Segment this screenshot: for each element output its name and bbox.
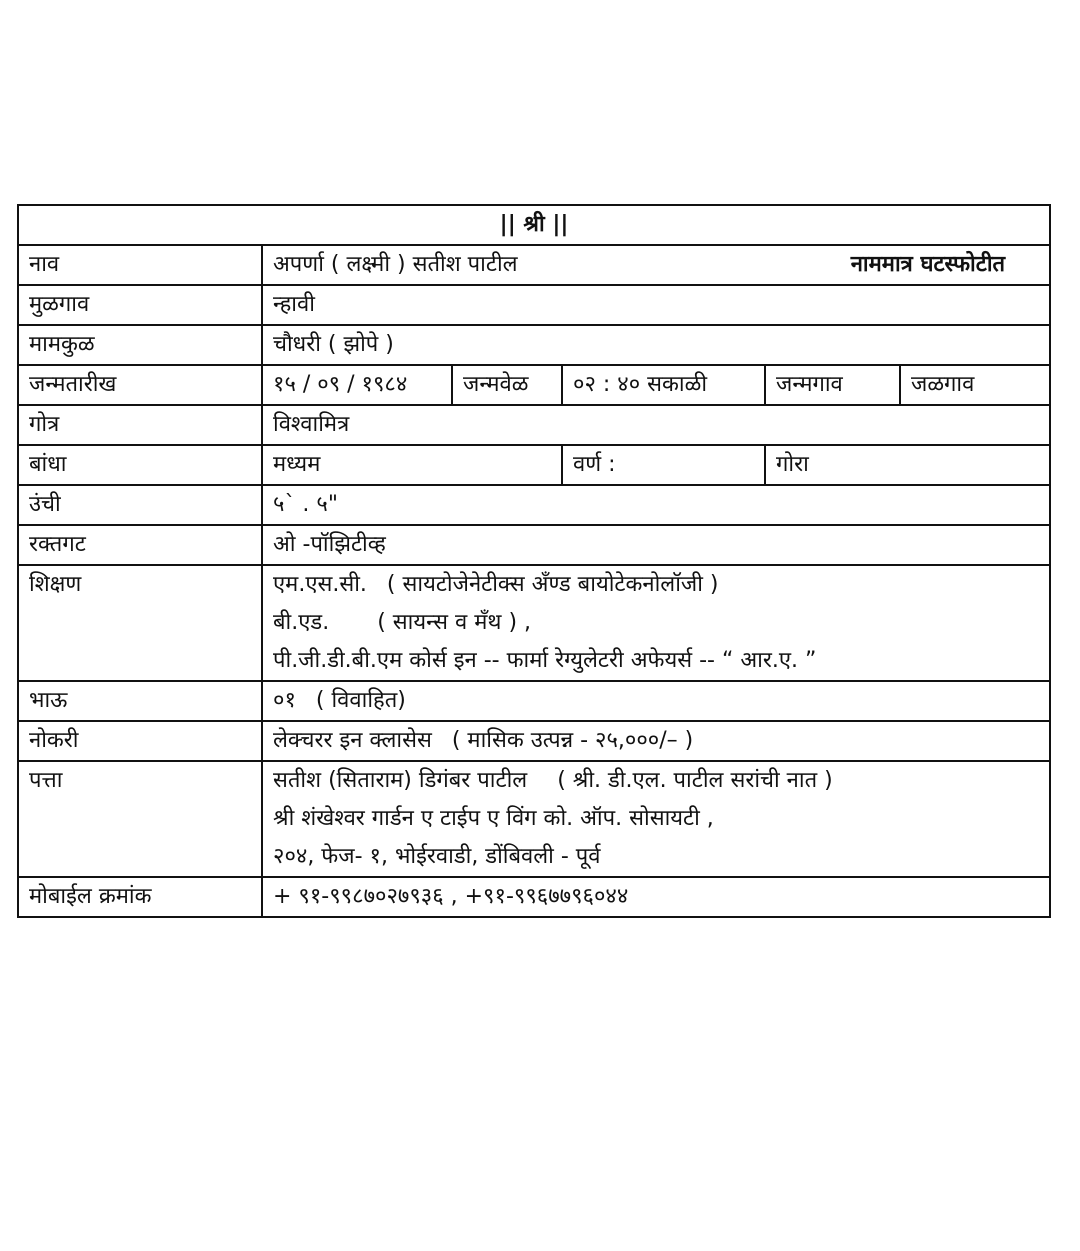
header-row xyxy=(18,205,1050,245)
value-native: न्हावी xyxy=(262,285,1050,325)
job-detail: ( मासिक उत्पन्न - २५,०००/– ) xyxy=(451,728,694,753)
value-brother-cell xyxy=(262,681,1050,721)
address-line-2: श्री शंखेश्वर गार्डन ए टाईप ए विंग को. ऑप. सोसायटी , xyxy=(273,806,714,831)
value-brother: ०१ xyxy=(273,688,296,713)
biodata-sheet xyxy=(17,204,1049,918)
value-gotra: विश्वामित्र xyxy=(262,405,1050,445)
label-brother: भाऊ xyxy=(18,681,262,721)
education-detail-1: ( सायटोजेनेटीक्स अँण्ड बायोटेकनोलॉजी ) xyxy=(386,572,719,597)
row-blood xyxy=(18,525,1050,565)
brother-detail: ( विवाहित) xyxy=(315,688,406,713)
value-education xyxy=(262,565,1050,681)
label-birth-place: जन्मगाव xyxy=(765,365,900,405)
value-build: मध्यम xyxy=(262,445,562,485)
label-maternal: मामकुळ xyxy=(18,325,262,365)
label-mobile: मोबाईल क्रमांक xyxy=(18,877,262,917)
row-native xyxy=(18,285,1050,325)
marital-note: नाममात्र घटस्फोटीत xyxy=(850,252,1006,277)
row-job xyxy=(18,721,1050,761)
address-line-3: २०४, फेज- १, भोईरवाडी, डोंबिवली - पूर्व xyxy=(273,844,601,869)
value-job: लेक्चरर इन क्लासेस xyxy=(273,728,432,753)
row-build xyxy=(18,445,1050,485)
label-native: मुळगाव xyxy=(18,285,262,325)
address-line-1 xyxy=(273,762,1039,800)
value-height: ५` . ५" xyxy=(262,485,1050,525)
value-birth-place: जळगाव xyxy=(900,365,1050,405)
row-education xyxy=(18,565,1050,681)
value-mobile: + ९१-९९८७०२७९३६ , +९१-९९६७७९६०४४ xyxy=(262,877,1050,917)
label-blood: रक्तगट xyxy=(18,525,262,565)
label-name: नाव xyxy=(18,245,262,285)
row-address xyxy=(18,761,1050,877)
row-brother xyxy=(18,681,1050,721)
row-birth xyxy=(18,365,1050,405)
value-address xyxy=(262,761,1050,877)
label-complexion: वर्ण : xyxy=(562,445,765,485)
label-job: नोकरी xyxy=(18,721,262,761)
value-birth-time: ०२ : ४० सकाळी xyxy=(562,365,765,405)
biodata-table xyxy=(17,204,1051,918)
label-birth-date: जन्मतारीख xyxy=(18,365,262,405)
value-job-cell xyxy=(262,721,1050,761)
value-blood: ओ -पॉझिटीव्ह xyxy=(262,525,1050,565)
address-relation: ( श्री. डी.एल. पाटील सरांची नात ) xyxy=(557,768,833,793)
address-name: सतीश (सिताराम) डिगंबर पाटील xyxy=(273,768,528,793)
education-degree-2: बी.एड. xyxy=(273,610,330,635)
education-degree-1: एम.एस.सी. xyxy=(273,572,367,597)
label-address: पत्ता xyxy=(18,761,262,877)
header-title: || श्री || xyxy=(18,205,1050,245)
label-birth-time: जन्मवेळ xyxy=(452,365,562,405)
education-line-2 xyxy=(273,604,1039,642)
row-height xyxy=(18,485,1050,525)
row-gotra xyxy=(18,405,1050,445)
label-build: बांधा xyxy=(18,445,262,485)
value-birth-date: १५ / ०९ / १९८४ xyxy=(262,365,452,405)
value-name: अपर्णा ( लक्ष्मी ) सतीश पाटील xyxy=(273,252,518,277)
row-name xyxy=(18,245,1050,285)
label-height: उंची xyxy=(18,485,262,525)
label-gotra: गोत्र xyxy=(18,405,262,445)
value-complexion: गोरा xyxy=(765,445,1050,485)
education-line-1 xyxy=(273,566,1039,604)
value-name-cell xyxy=(262,245,1050,285)
label-education: शिक्षण xyxy=(18,565,262,681)
education-line-3: पी.जी.डी.बी.एम कोर्स इन -- फार्मा रेग्युलेटरी अफेयर्स -- “ आर.ए. ” xyxy=(273,648,817,673)
value-maternal: चौधरी ( झोपे ) xyxy=(262,325,1050,365)
row-maternal xyxy=(18,325,1050,365)
row-mobile xyxy=(18,877,1050,917)
education-detail-2: ( सायन्स व मँथ ) , xyxy=(377,610,532,635)
